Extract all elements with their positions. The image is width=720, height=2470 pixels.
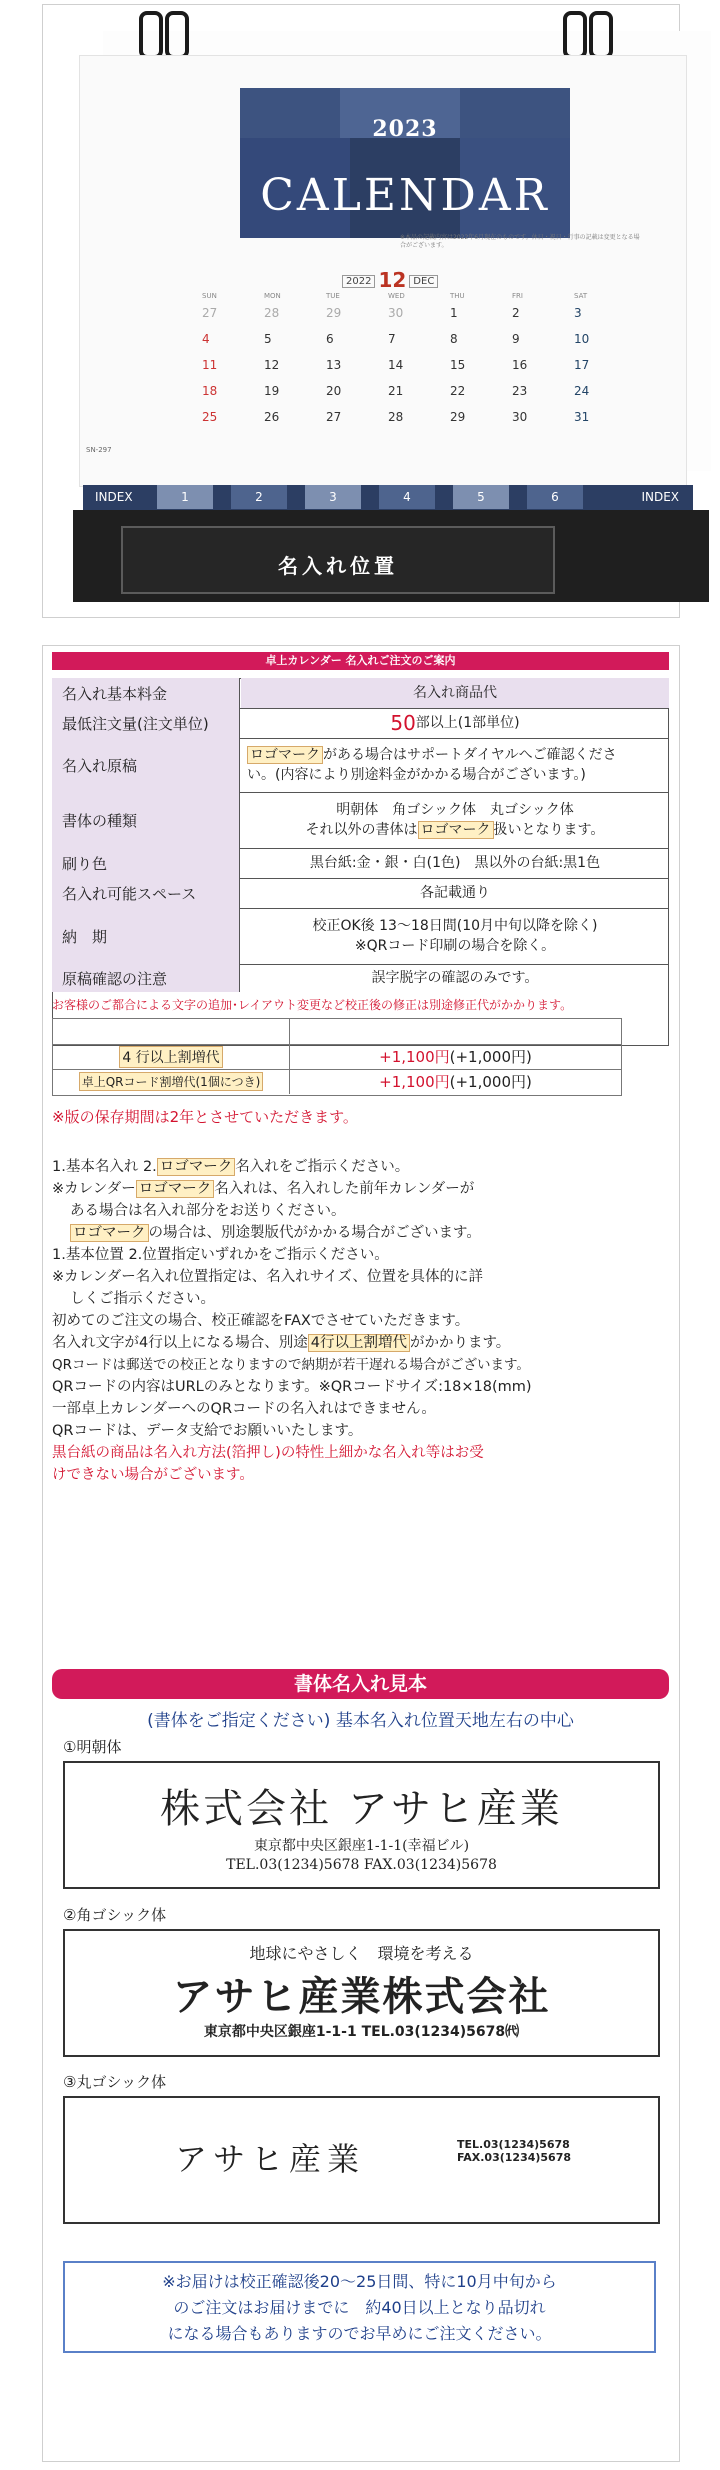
order-notes bbox=[52, 1156, 669, 1486]
order-info-panel bbox=[42, 645, 680, 2462]
calendar-page bbox=[79, 55, 687, 487]
sample-address: 東京都中央区銀座1-1-1(幸福ビル) bbox=[253, 1838, 470, 1854]
calendar-day: 30 bbox=[388, 306, 404, 320]
calendar-day: 14 bbox=[388, 358, 404, 372]
surcharge-row bbox=[53, 1044, 621, 1070]
calendar-day: 25 bbox=[202, 410, 218, 424]
calendar-day: 5 bbox=[264, 332, 272, 346]
sample-label-mincho: ①明朝体 bbox=[63, 1738, 122, 1756]
note-line: 名入れ文字が4行以上になる場合、別途 4行以上割増代 がかかります。 bbox=[52, 1335, 511, 1351]
delivery-line: ※お届けは校正確認後20〜25日間、特に10月中旬から bbox=[162, 2272, 557, 2291]
price-excl-tax: (+1,000円) bbox=[449, 1073, 532, 1091]
row-value-line: 扱いとなります。 bbox=[493, 822, 605, 838]
calendar-day: 28 bbox=[264, 306, 280, 320]
weekday-header: FRI bbox=[512, 292, 523, 300]
calendar-day: 28 bbox=[388, 410, 404, 424]
row-label: 最低注文量(注文単位) bbox=[52, 708, 240, 738]
weekday-header: MON bbox=[264, 292, 281, 300]
calendar-day: 24 bbox=[574, 384, 590, 398]
price-excl-tax: (+1,000円) bbox=[449, 1048, 532, 1066]
table-row bbox=[52, 708, 669, 739]
calendar-fine-print: ※本品の記載内容は2022年6月現在のものです。休日・祝日・行事の記載は変更となる場合がございます。 bbox=[400, 234, 640, 249]
surcharge-price bbox=[290, 1069, 621, 1094]
row-label: 名入れ可能スペース bbox=[52, 878, 240, 908]
name-imprint-area bbox=[121, 526, 555, 594]
weekday-header: SUN bbox=[202, 292, 217, 300]
index-tab: 2 bbox=[231, 485, 287, 509]
row-value-line: ※QRコード印刷の場合を除く。 bbox=[354, 938, 556, 954]
row-value-line: 明朝体 角ゴシック体 丸ゴシック体 bbox=[336, 802, 574, 818]
surcharge-row bbox=[53, 1069, 621, 1094]
note-line: けできない場合がございます。 bbox=[52, 1467, 254, 1483]
row-value-line: 校正OK後 13〜18日間(10月中旬以降を除く) bbox=[312, 918, 598, 934]
index-tab-strip bbox=[83, 485, 693, 511]
min-order-number: 50 bbox=[390, 711, 416, 735]
surcharge-table bbox=[52, 1018, 622, 1096]
calendar-day: 6 bbox=[326, 332, 334, 346]
calendar-day: 13 bbox=[326, 358, 342, 372]
delivery-notice bbox=[63, 2261, 656, 2353]
sample-company-name: アサヒ産業 bbox=[175, 2140, 366, 2178]
index-tab: 6 bbox=[527, 485, 583, 509]
calendar-day: 11 bbox=[202, 358, 218, 372]
note-line: QRコードの内容はURLのみとなります。※QRコードサイズ:18×18(mm) bbox=[52, 1379, 532, 1395]
table-row bbox=[52, 738, 669, 793]
index-tab: 3 bbox=[305, 485, 361, 509]
row-label: 刷り色 bbox=[52, 848, 240, 878]
sample-company-name: アサヒ産業株式会社 bbox=[172, 1974, 551, 2020]
row-value-line: それ以外の書体は bbox=[305, 822, 418, 838]
calendar-day: 9 bbox=[512, 332, 520, 346]
row-label: 原稿確認の注意 bbox=[52, 964, 240, 992]
calendar-day: 30 bbox=[512, 410, 528, 424]
note-line: 一部卓上カレンダーへのQRコードの名入れはできません。 bbox=[52, 1401, 436, 1417]
table-row bbox=[52, 964, 669, 992]
sample-phone: TEL.03(1234)5678 FAX.03(1234)5678 bbox=[457, 2138, 572, 2164]
sample-label-maru: ③丸ゴシック体 bbox=[63, 2073, 167, 2091]
logo-mark-highlight: ロゴマーク bbox=[418, 821, 494, 839]
index-label-right: INDEX bbox=[641, 490, 679, 504]
month-name: DEC bbox=[409, 275, 438, 288]
row-label: 名入れ原稿 bbox=[52, 738, 240, 792]
note-line: ※カレンダー ロゴマーク 名入れは、名入れした前年カレンダーが bbox=[52, 1181, 475, 1197]
note-line: QRコードは郵送での校正となりますので納期が若干遅れる場合がございます。 bbox=[52, 1357, 530, 1373]
calendar-day: 4 bbox=[202, 332, 210, 346]
row-value bbox=[241, 908, 669, 964]
calendar-day: 3 bbox=[574, 306, 582, 320]
sample-box-mincho bbox=[63, 1761, 660, 1889]
calendar-day: 8 bbox=[450, 332, 458, 346]
weekday-header: TUE bbox=[326, 292, 340, 300]
surcharge-header-row bbox=[53, 1019, 621, 1045]
sample-box-kaku bbox=[63, 1929, 660, 2057]
row-value bbox=[241, 738, 669, 792]
order-info-banner: 卓上カレンダー 名入れご注文のご案内 bbox=[52, 652, 669, 670]
note-line: 1.基本位置 2.位置指定いずれかをご指示ください。 bbox=[52, 1247, 389, 1263]
calendar-day: 1 bbox=[450, 306, 458, 320]
index-tab: 4 bbox=[379, 485, 435, 509]
delivery-line: のご注文はお届けまでに 約40日以上となり品切れ bbox=[173, 2298, 546, 2317]
row-value: 名入れ商品代 bbox=[241, 678, 669, 708]
sample-box-maru bbox=[63, 2096, 660, 2224]
calendar-day: 27 bbox=[326, 410, 342, 424]
calendar-day: 20 bbox=[326, 384, 342, 398]
plate-retention-note: ※版の保存期間は2年とさせていただきます。 bbox=[52, 1108, 358, 1126]
binding-ring bbox=[589, 11, 613, 59]
calendar-title: CALENDAR bbox=[260, 170, 550, 221]
calendar-day: 22 bbox=[450, 384, 466, 398]
calendar-day: 7 bbox=[388, 332, 396, 346]
calendar-day: 17 bbox=[574, 358, 590, 372]
font-sample-banner: 書体名入れ見本 bbox=[52, 1669, 669, 1699]
model-number: SN-297 bbox=[86, 446, 112, 454]
row-value bbox=[241, 792, 669, 848]
binding-ring bbox=[563, 11, 587, 59]
sample-phone: TEL.03(1234)5678 FAX.03(1234)5678 bbox=[226, 1857, 497, 1873]
row-value: 誤字脱字の確認のみです。 bbox=[371, 970, 539, 986]
min-order-unit: 部以上(1部単位) bbox=[415, 715, 520, 731]
note-line: ※カレンダー名入れ位置指定は、名入れサイズ、位置を具体的に詳 bbox=[52, 1269, 483, 1285]
note-line: 黒台紙の商品は名入れ方法(箔押し)の特性上細かな名入れ等はお受 bbox=[52, 1445, 484, 1461]
sample-label-kaku: ②角ゴシック体 bbox=[63, 1906, 167, 1924]
calendar-stand-base bbox=[73, 510, 709, 602]
table-row bbox=[52, 878, 669, 909]
index-tab: 5 bbox=[453, 485, 509, 509]
calendar-day: 21 bbox=[388, 384, 404, 398]
index-label-left: INDEX bbox=[95, 490, 133, 504]
index-tab: 1 bbox=[157, 485, 213, 509]
sample-company-name: 株式会社 アサヒ産業 bbox=[160, 1786, 563, 1832]
calendar-day: 29 bbox=[450, 410, 466, 424]
weekday-header: WED bbox=[388, 292, 405, 300]
calendar-day: 23 bbox=[512, 384, 528, 398]
weekday-header: SAT bbox=[574, 292, 588, 300]
price-incl-tax: +1,100円 bbox=[379, 1048, 450, 1066]
name-imprint-label: 名入れ位置 bbox=[278, 554, 398, 578]
calendar-day: 31 bbox=[574, 410, 590, 424]
price-incl-tax: +1,100円 bbox=[379, 1073, 450, 1091]
calendar-day: 27 bbox=[202, 306, 218, 320]
product-photo bbox=[42, 4, 680, 618]
calendar-day: 12 bbox=[264, 358, 280, 372]
calendar-header-block bbox=[240, 88, 570, 238]
font-sample-subtitle: (書体をご指定ください) 基本名入れ位置天地左右の中心 bbox=[147, 1711, 574, 1731]
sample-address: 東京都中央区銀座1-1-1 TEL.03(1234)5678㈹ bbox=[203, 2024, 520, 2040]
row-label: 名入れ基本料金 bbox=[52, 678, 240, 708]
calendar-day: 18 bbox=[202, 384, 218, 398]
logo-mark-highlight: ロゴマーク bbox=[247, 746, 323, 764]
note-line: 初めてのご注文の場合、校正確認をFAXでさせていただきます。 bbox=[52, 1313, 470, 1329]
row-label: 納 期 bbox=[52, 908, 240, 964]
note-line: QRコードは、データ支給でお願いいたします。 bbox=[52, 1423, 363, 1439]
table-row bbox=[52, 678, 669, 709]
calendar-day: 29 bbox=[326, 306, 342, 320]
delivery-line: になる場合もありますのでお早めにご注文ください。 bbox=[167, 2324, 552, 2343]
note-line: ある場合は名入れ部分をお送りください。 bbox=[70, 1203, 346, 1219]
table-row bbox=[52, 792, 669, 849]
month-number: 12 bbox=[378, 268, 407, 292]
row-value: 各記載通り bbox=[420, 885, 490, 901]
surcharge-label bbox=[53, 1044, 290, 1069]
row-value: 黒台紙:金・銀・白(1色) 黒以外の台紙:黒1色 bbox=[309, 855, 601, 871]
calendar-day: 15 bbox=[450, 358, 466, 372]
calendar-day: 16 bbox=[512, 358, 528, 372]
binding-ring bbox=[139, 11, 163, 59]
surcharge-price bbox=[290, 1044, 621, 1069]
note-line: しくご指示ください。 bbox=[70, 1291, 215, 1307]
revision-notice: お客様のご都合による文字の追加･レイアウト変更など校正後の修正は別途修正代がかかります。 bbox=[52, 998, 573, 1012]
surcharge-label bbox=[53, 1069, 290, 1094]
row-value-line: い。(内容により別途料金がかかる場合がございます。) bbox=[247, 767, 586, 783]
binding-ring bbox=[165, 11, 189, 59]
calendar-year: 2023 bbox=[372, 116, 438, 142]
month-label bbox=[342, 268, 438, 292]
surcharge-label-text: 4 行以上割増代 bbox=[119, 1046, 222, 1068]
row-value bbox=[241, 708, 669, 738]
calendar-day: 2 bbox=[512, 306, 520, 320]
calendar-day: 19 bbox=[264, 384, 280, 398]
weekday-header: THU bbox=[450, 292, 465, 300]
sample-tagline: 地球にやさしく 環境を考える bbox=[249, 1944, 474, 1963]
row-label: 書体の種類 bbox=[52, 792, 240, 848]
table-row bbox=[52, 908, 669, 965]
surcharge-label-text: 卓上QRコード割増代(1個につき) bbox=[79, 1072, 264, 1091]
note-line: 1.基本名入れ 2. ロゴマーク 名入れをご指示ください。 bbox=[52, 1159, 410, 1175]
month-year: 2022 bbox=[342, 275, 375, 288]
row-value-line: がある場合はサポートダイヤルへご確認くださ bbox=[323, 747, 617, 763]
table-row bbox=[52, 848, 669, 879]
calendar-day: 10 bbox=[574, 332, 590, 346]
note-line: ロゴマーク の場合は、別途製版代がかかる場合がございます。 bbox=[52, 1222, 669, 1244]
calendar-day: 26 bbox=[264, 410, 280, 424]
